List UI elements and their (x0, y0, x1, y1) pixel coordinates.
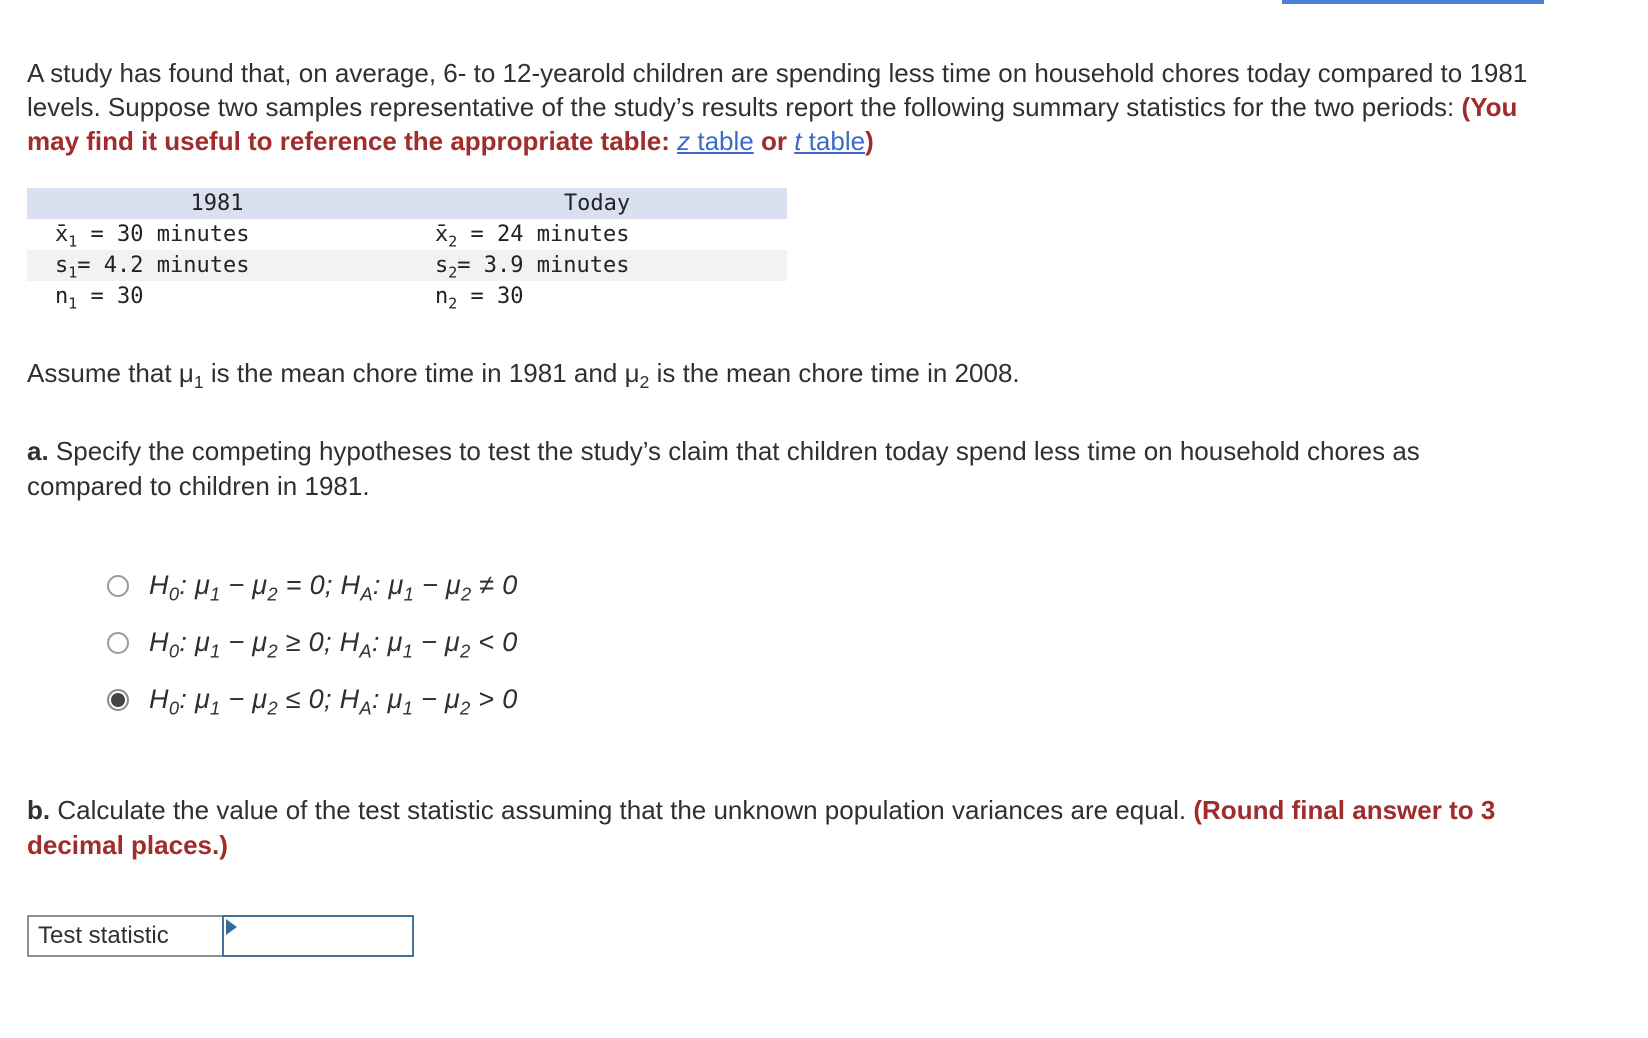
col-header-today: Today (407, 188, 787, 219)
answer-marker-icon (226, 919, 237, 935)
table-row-mean (27, 219, 787, 250)
intro-paragraph (27, 56, 1567, 158)
summary-statistics-table (27, 188, 787, 312)
table-row-n (27, 281, 787, 312)
hypothesis-formula: $H_0$: $\mu_1 - \mu_2 \le 0$; $H_A$: $\mu_1 - \mu_2 > 0$ (149, 684, 518, 719)
hypothesis-option-3[interactable] (107, 684, 1648, 719)
part-b-label: b. (27, 795, 51, 825)
test-statistic-label: Test statistic (27, 915, 224, 957)
round-note: (Round final answer to 3 decimal places.) (27, 795, 1496, 860)
hypothesis-option-1[interactable] (107, 570, 1648, 605)
table-row-sd (27, 250, 787, 281)
top-accent-line (1282, 0, 1544, 4)
mean-today: $x_2 = 24$ minutes (435, 222, 630, 251)
mean-1981: $x_1 = 30$ minutes (55, 222, 250, 251)
part-b-text: Calculate the value of the test statistic assuming that the unknown population variances are equal. (57, 795, 1187, 825)
sd-1981: $s_1= 4.2$ minutes (27, 250, 407, 281)
radio-button[interactable] (107, 689, 129, 711)
n-today: $n_2 = 30$ (435, 284, 524, 313)
test-statistic-row (27, 915, 1648, 957)
hypothesis-option-2[interactable] (107, 627, 1648, 662)
part-a-text: Specify the competing hypotheses to test the study’s claim that children today spend less time on household chores as compared to children in 1981. (27, 436, 1420, 501)
part-b-paragraph (27, 793, 1507, 863)
close-paren: ) (865, 126, 874, 156)
test-statistic-input[interactable] (224, 917, 412, 955)
hypothesis-formula: $H_0$: $\mu_1 - \mu_2 = 0$; $H_A$: $\mu_1 - \mu_2 \ne 0$ (149, 570, 518, 605)
hint-red-text: (You may find it useful to reference the appropriate table: (27, 92, 1518, 156)
t-table-link[interactable]: t table (794, 126, 866, 156)
table-header-row (27, 188, 787, 219)
hypothesis-options (107, 570, 1648, 719)
radio-button[interactable] (107, 575, 129, 597)
n-1981: $n_1 = 30$ (55, 284, 144, 313)
radio-button[interactable] (107, 632, 129, 654)
assumption-text: Assume that $\mu_1$ is the mean chore time in 1981 and $\mu_2$ is the mean chore time in 2008. (27, 358, 1020, 393)
hypothesis-formula: $H_0$: $\mu_1 - \mu_2 \ge 0$; $H_A$: $\mu_1 - \mu_2 < 0$ (149, 627, 518, 662)
part-a-paragraph (27, 434, 1527, 504)
part-a-label: a. (27, 436, 49, 466)
sd-today: $s_2= 3.9$ minutes (407, 250, 787, 281)
or-word: or (760, 126, 787, 156)
intro-text: A study has found that, on average, 6- to 12-yearold children are spending less time on household chores today compared to 1981 levels. Suppose two samples representative of the study’s results report the following summary statistics for the two periods: (27, 58, 1528, 122)
test-statistic-cell (222, 915, 414, 957)
z-table-link[interactable]: z table (677, 126, 754, 156)
col-header-1981: 1981 (27, 188, 407, 219)
